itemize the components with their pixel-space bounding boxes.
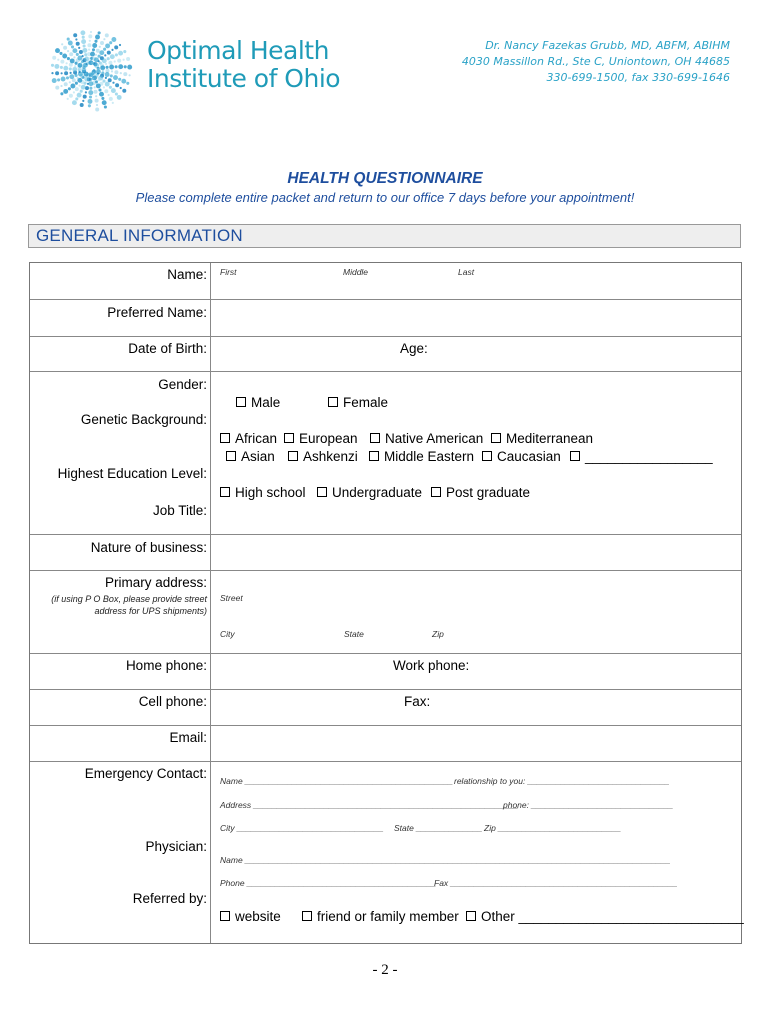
checkbox-icon: [482, 451, 492, 461]
logo-dot: [55, 86, 59, 90]
logo-dot: [115, 65, 118, 68]
logo-dot: [111, 70, 113, 72]
logo-dot: [79, 85, 81, 87]
logo-dot: [115, 53, 118, 56]
zip-field[interactable]: Zip: [432, 629, 444, 639]
logo-dot: [123, 59, 125, 61]
doctor-name: Dr. Nancy Fazekas Grubb, MD, ABFM, ABIHM: [485, 39, 730, 52]
logo-text-line2: Institute of Ohio: [147, 64, 341, 93]
row-divider: [30, 336, 741, 337]
logo-dot: [105, 43, 110, 48]
logo-dot: [107, 57, 110, 60]
logo-dot: [95, 95, 97, 97]
logo-dot: [60, 66, 63, 69]
row-divider: [30, 371, 741, 372]
logo-dot: [83, 44, 86, 47]
page-title: HEALTH QUESTIONNAIRE: [287, 170, 483, 187]
checkbox-icon: [220, 911, 230, 921]
checkbox-icon: [236, 397, 246, 407]
logo-dot: [88, 57, 90, 59]
logo-dot: [79, 50, 83, 54]
checkbox-icon: [431, 487, 441, 497]
logo-dot: [51, 64, 54, 67]
logo-dot: [105, 63, 107, 65]
genetic-background-label: Genetic Background:: [80, 412, 207, 427]
physician-phone-field[interactable]: Phone ________________________________________: [220, 878, 437, 888]
education-label: Highest Education Level:: [57, 466, 207, 481]
email-label: Email:: [169, 730, 207, 745]
logo-dot: [60, 60, 64, 64]
column-divider: [210, 263, 211, 943]
logo-dot: [83, 95, 87, 99]
logo-dot: [127, 65, 132, 70]
logo-dot: [55, 48, 60, 53]
logo-dot: [59, 52, 62, 55]
logo-dot: [69, 63, 73, 67]
logo-dot: [85, 86, 89, 90]
middle-name-field[interactable]: Middle: [343, 267, 369, 277]
logo-dot: [81, 39, 86, 44]
logo-dot: [117, 59, 121, 63]
logo-dot: [89, 87, 92, 90]
logo-dot: [106, 66, 109, 69]
row-divider: [30, 534, 741, 535]
logo-dot: [95, 35, 100, 40]
business-label: Nature of business:: [90, 540, 207, 555]
logo-dot: [69, 67, 72, 70]
logo-dot: [110, 54, 115, 59]
logo-dot: [75, 38, 77, 40]
clinic-phone: 330-699-1500, fax 330-699-1646: [546, 71, 730, 84]
logo-dot: [129, 74, 131, 76]
logo-dot: [123, 50, 126, 53]
logo-dot: [87, 43, 91, 47]
logo-dot: [107, 51, 111, 55]
logo-dot: [72, 48, 77, 53]
logo-dot: [70, 72, 72, 74]
logo-dot: [105, 72, 110, 77]
logo-dot: [99, 50, 104, 55]
physician-name-field[interactable]: Name __________________________________________________________________________________________: [220, 855, 671, 865]
logo-dot: [55, 71, 59, 75]
logo-dot: [115, 83, 119, 87]
logo-dot: [68, 87, 71, 90]
logo-dot: [114, 70, 118, 74]
logo-dot: [80, 30, 85, 35]
checkbox-icon: [302, 911, 312, 921]
logo-dot: [100, 41, 104, 45]
logo-dot: [120, 72, 122, 74]
logo-dot: [126, 57, 130, 61]
section-title: GENERAL INFORMATION: [36, 226, 243, 245]
logo-dot: [105, 77, 107, 79]
row-divider: [30, 761, 741, 762]
ec-name-field[interactable]: Name ____________________________________________: [220, 776, 454, 786]
logo-dot: [126, 82, 129, 85]
physician-fax-field[interactable]: Fax ________________________________________________: [434, 878, 678, 888]
logo-dot: [105, 82, 110, 87]
genetic-other-checkbox[interactable]: _________________: [570, 449, 713, 464]
logo-dot: [69, 94, 73, 98]
logo-dot: [89, 40, 91, 42]
logo-dot: [111, 37, 116, 42]
logo-dot: [67, 57, 70, 60]
logo-dot: [69, 74, 74, 79]
clinic-address: 4030 Massillon Rd., Ste C, Uniontown, OH 44685: [461, 55, 730, 68]
logo-dot: [72, 100, 77, 105]
general-information-form: [29, 262, 742, 944]
logo-dot: [82, 36, 85, 39]
clinic-logo: [44, 28, 341, 114]
logo-text-line1: Optimal Health: [147, 36, 329, 65]
logo-dot: [108, 61, 112, 65]
logo-dot: [67, 98, 69, 100]
genetic-middle-eastern-checkbox[interactable]: Middle Eastern: [369, 449, 474, 464]
logo-dot: [73, 33, 77, 37]
logo-dot: [60, 92, 63, 95]
logo-dot: [80, 90, 83, 93]
logo-dot: [71, 45, 74, 48]
logo-dot: [66, 76, 69, 79]
logo-dot: [82, 55, 84, 57]
logo-dot: [78, 47, 80, 49]
genetic-mediterranean-checkbox[interactable]: Mediterranean: [491, 431, 593, 446]
logo-dot: [114, 60, 116, 62]
logo-dot: [84, 53, 87, 56]
logo-dot: [61, 43, 63, 45]
logo-dot: [111, 49, 113, 51]
logo-dot: [108, 78, 112, 82]
logo-dot: [57, 59, 59, 61]
logo-dot: [96, 104, 98, 106]
logo-dot: [103, 48, 106, 51]
logo-dot: [88, 34, 92, 38]
logo-dot: [80, 103, 84, 107]
logo-dot: [54, 64, 59, 69]
street-field[interactable]: Street: [220, 593, 243, 603]
first-name-field[interactable]: First: [220, 267, 237, 277]
logo-dot: [61, 77, 66, 82]
logo-dot: [75, 97, 78, 100]
gender-label: Gender:: [158, 377, 207, 392]
logo-dot: [96, 83, 101, 88]
section-header: [28, 224, 741, 248]
logo-dot: [90, 31, 92, 33]
work-phone-label: Work phone:: [393, 658, 470, 673]
logo-dot: [95, 99, 99, 103]
ec-address-field[interactable]: Address ________________________________________________________: [220, 800, 519, 810]
logo-dot: [122, 89, 126, 93]
logo-dot: [57, 78, 60, 81]
referred-other-checkbox[interactable]: Other ______________________________: [466, 909, 744, 924]
logo-dot: [111, 88, 116, 93]
logo-dot: [72, 67, 77, 72]
logo-dot: [89, 95, 92, 98]
ec-state-field[interactable]: State ______________: [394, 823, 483, 833]
logo-dot: [81, 85, 86, 90]
age-label: Age:: [400, 341, 428, 356]
genetic-african-checkbox[interactable]: African: [220, 431, 277, 446]
checkbox-icon: [466, 911, 476, 921]
logo-dot: [123, 72, 127, 76]
logo-dot: [102, 58, 107, 63]
logo-dot: [67, 38, 70, 41]
logo-dot: [73, 56, 75, 58]
logo-dot: [76, 42, 80, 46]
logo-dot: [69, 52, 73, 56]
ec-city-field[interactable]: City _______________________________: [220, 823, 384, 833]
logo-dot: [77, 77, 79, 79]
logo-dot: [75, 82, 78, 85]
logo-dot: [64, 71, 68, 75]
genetic-ashkenzi-checkbox[interactable]: Ashkenzi: [288, 449, 358, 464]
logo-dot: [104, 89, 108, 93]
logo-dot: [115, 92, 118, 95]
logo-dot: [70, 58, 75, 63]
home-phone-label: Home phone:: [125, 658, 207, 673]
logo-dot: [120, 87, 122, 89]
logo-dot: [96, 49, 100, 53]
logo-dot: [121, 79, 126, 84]
logo-dot: [119, 44, 121, 46]
logo-dot: [88, 49, 90, 51]
logo-dot: [63, 46, 67, 50]
logo-dot: [98, 31, 101, 34]
referred-friend-family-checkbox[interactable]: friend or family member: [302, 909, 459, 924]
logo-dot: [60, 85, 62, 87]
checkbox-icon: [491, 433, 501, 443]
logo-dot: [69, 81, 71, 83]
checkbox-icon: [220, 433, 230, 443]
logo-dot: [88, 104, 91, 107]
page-subtitle: Please complete entire packet and return to our office 7 days before your appointment!: [135, 190, 635, 205]
logo-dot: [112, 102, 114, 104]
primary-address-label: Primary address:: [104, 575, 207, 590]
logo-dot: [82, 100, 84, 102]
logo-dot: [67, 50, 69, 52]
logo-dot: [118, 78, 121, 81]
job-title-label: Job Title:: [152, 503, 207, 518]
checkbox-icon: [570, 451, 580, 461]
row-divider: [30, 725, 741, 726]
checkbox-icon: [284, 433, 294, 443]
ec-relationship-field[interactable]: relationship to you: ______________________________: [454, 776, 670, 786]
logo-dot: [61, 72, 63, 74]
logo-dot: [114, 45, 118, 49]
education-post-graduate-checkbox[interactable]: Post graduate: [431, 485, 530, 500]
logo-dot: [99, 92, 104, 97]
fax-label: Fax:: [404, 694, 431, 709]
checkbox-icon: [288, 451, 298, 461]
checkbox-icon: [369, 451, 379, 461]
logo-dot: [98, 88, 101, 91]
education-undergraduate-checkbox[interactable]: Undergraduate: [317, 485, 422, 500]
logo-dot: [92, 43, 97, 48]
logo-dot: [102, 80, 105, 83]
logo-dot: [82, 48, 87, 53]
checkbox-icon: [328, 397, 338, 407]
logo-dot: [103, 38, 105, 40]
logo-dot: [109, 97, 113, 101]
emergency-contact-label: Emergency Contact:: [84, 766, 207, 781]
referred-website-checkbox[interactable]: website: [220, 909, 281, 924]
logo-dot: [88, 81, 93, 86]
logo-dot: [109, 41, 112, 44]
logo-dot: [77, 93, 82, 98]
logo-dot: [118, 51, 123, 56]
physician-label: Physician:: [145, 839, 207, 854]
gender-female-checkbox[interactable]: Female: [328, 395, 388, 410]
ec-phone-field[interactable]: phone: ______________________________: [503, 800, 674, 810]
logo-dot: [85, 91, 87, 93]
checkbox-icon: [317, 487, 327, 497]
gender-male-checkbox[interactable]: Male: [236, 395, 280, 410]
row-divider: [30, 653, 741, 654]
spiral-dots-logo-icon: [44, 28, 144, 114]
logo-dot: [62, 54, 67, 59]
logo-dot: [63, 89, 68, 94]
logo-dot: [109, 86, 112, 89]
genetic-asian-checkbox[interactable]: Asian: [226, 449, 275, 464]
clinic-contact: [462, 38, 730, 86]
logo-dot: [88, 90, 93, 95]
education-high-school-checkbox[interactable]: High school: [220, 485, 306, 500]
logo-dot: [94, 90, 98, 94]
logo-dot: [64, 82, 68, 86]
logo-dot: [110, 74, 113, 77]
logo-dot: [88, 99, 93, 104]
checkbox-icon: [220, 487, 230, 497]
ec-zip-field[interactable]: Zip __________________________: [484, 823, 622, 833]
logo-dot: [104, 105, 107, 108]
genetic-european-checkbox[interactable]: European: [284, 431, 358, 446]
logo-dot: [52, 56, 56, 60]
logo-dot: [117, 95, 122, 100]
row-divider: [30, 689, 741, 690]
logo-dot: [124, 65, 127, 68]
logo-dot: [51, 72, 53, 74]
cell-phone-label: Cell phone:: [138, 694, 207, 709]
logo-dot: [92, 48, 95, 51]
logo-dot: [52, 78, 57, 83]
genetic-native-american-checkbox[interactable]: Native American: [370, 431, 483, 446]
logo-dot: [95, 54, 97, 56]
logo-dot: [102, 69, 104, 71]
logo-dot: [118, 64, 123, 69]
logo-dot: [66, 62, 68, 64]
checkbox-icon: [226, 451, 236, 461]
logo-dot: [104, 54, 106, 56]
checkbox-icon: [370, 433, 380, 443]
logo-dot: [73, 91, 75, 93]
logo-dot: [94, 40, 97, 43]
logo-dot: [76, 53, 79, 56]
logo-dot: [68, 41, 73, 46]
logo-dot: [94, 86, 96, 88]
logo-dot: [108, 94, 110, 96]
logo-dot: [113, 75, 118, 80]
logo-dot: [109, 65, 114, 70]
referred-by-label: Referred by:: [132, 891, 207, 906]
logo-dot: [99, 46, 101, 48]
logo-dot: [98, 79, 100, 81]
logo-dot: [101, 97, 104, 100]
logo-dot: [103, 86, 105, 88]
dob-label: Date of Birth:: [128, 341, 207, 356]
page-number: - 2 -: [372, 962, 398, 978]
logo-dot: [87, 83, 89, 85]
logo-dot: [74, 65, 76, 67]
city-field[interactable]: City: [220, 629, 235, 639]
name-label: Name:: [167, 267, 207, 282]
logo-dot: [90, 52, 95, 57]
po-box-note: (if using P O Box, please provide street address for UPS shipments): [51, 594, 207, 616]
logo-dot: [105, 33, 109, 37]
logo-dot: [95, 108, 99, 112]
state-field[interactable]: State: [344, 629, 364, 639]
logo-dot: [70, 84, 75, 89]
logo-dot: [75, 87, 79, 91]
logo-dot: [112, 82, 114, 84]
row-divider: [30, 570, 741, 571]
genetic-caucasian-checkbox[interactable]: Caucasian: [482, 449, 561, 464]
row-divider: [30, 299, 741, 300]
logo-dot: [102, 100, 107, 105]
last-name-field[interactable]: Last: [458, 267, 475, 277]
preferred-name-label: Preferred Name:: [107, 305, 207, 320]
logo-dot: [63, 66, 68, 71]
